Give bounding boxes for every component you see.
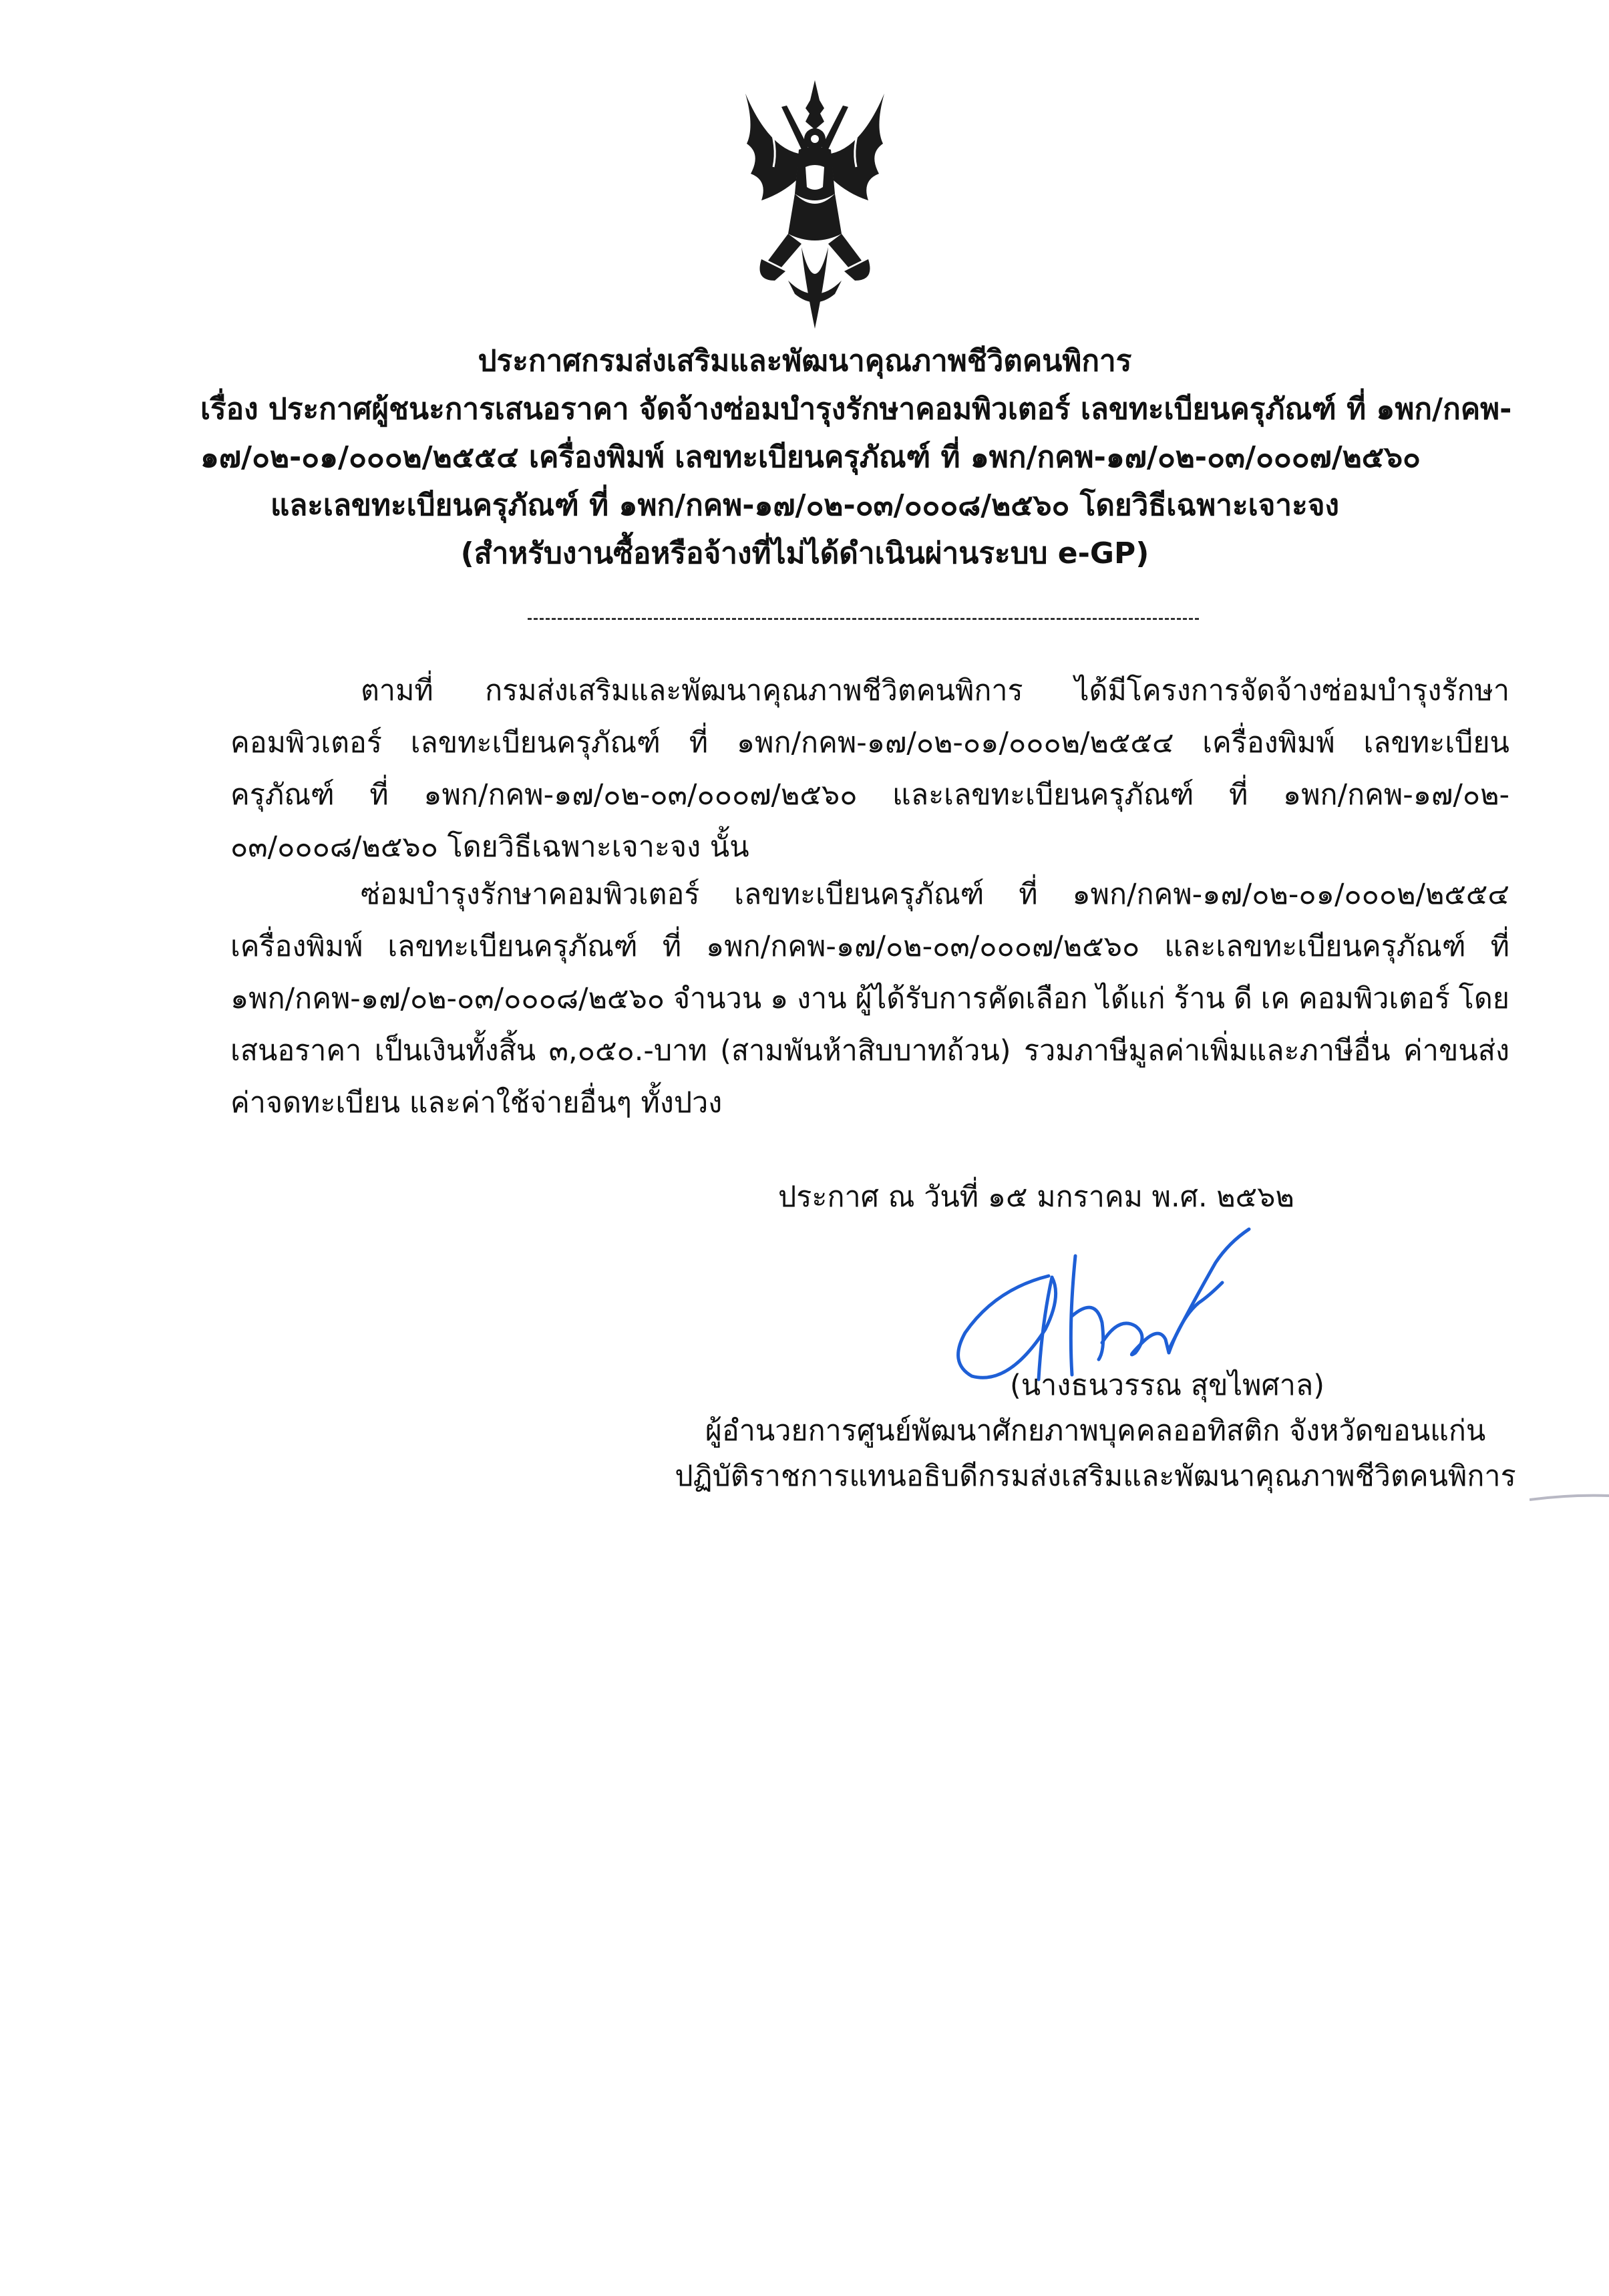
subject-line: ๑๗/๐๒-๐๑/๐๐๐๒/๒๕๕๔ เครื่องพิมพ์ เลขทะเบียนครุภัณฑ์ ที่ ๑พก/กคพ-๑๗/๐๒-๐๓/๐๐๐๗/๒๕๖๐ xyxy=(200,440,1421,474)
paragraph-word: ๑พก/กคพ-๑๗/๐๒-๐๑/๐๐๐๒/๒๕๕๔ xyxy=(1072,878,1509,911)
paragraph-word: ๑ xyxy=(769,982,789,1015)
announcement-date: ประกาศ ณ วันที่ ๑๕ มกราคม พ.ศ. ๒๕๖๒ xyxy=(778,1180,1294,1214)
document-heading xyxy=(200,337,1512,578)
paragraph-word: และเลขทะเบียนครุภัณฑ์ xyxy=(1164,930,1466,963)
signer-block xyxy=(661,1363,1530,1499)
paragraph-word: โดย xyxy=(1458,982,1509,1015)
paragraph-word: ๑พก/กคพ-๑๗/๐๒-๐๓/๐๐๐๘/๒๕๖๐ xyxy=(230,982,665,1015)
paragraph-line xyxy=(230,1025,1509,1077)
paragraph-word: ผู้ได้รับการคัดเลือก xyxy=(855,982,1088,1015)
paragraph-word: ดี xyxy=(1233,982,1252,1015)
paragraph-word: ที่ xyxy=(1229,778,1248,812)
paragraph-word: ที่ xyxy=(689,726,709,760)
paragraph-line xyxy=(230,769,1509,821)
paragraph-word: ซ่อมบำรุงรักษาคอมพิวเตอร์ xyxy=(361,878,700,911)
paragraph-word: ค่าขนส่ง xyxy=(1403,1034,1509,1068)
paragraph-word: ๑พก/กคพ-๑๗/๐๒-๐๑/๐๐๐๒/๒๕๕๔ xyxy=(736,726,1174,760)
paragraph-word: ร้าน xyxy=(1174,982,1226,1015)
paragraph-word: งาน xyxy=(797,982,847,1015)
paragraph-word: รวมภาษีมูลค่าเพิ่มและภาษีอื่น xyxy=(1023,1034,1391,1068)
paragraph-word: กรมส่งเสริมและพัฒนาคุณภาพชีวิตคนพิการ xyxy=(485,674,1023,707)
paragraph-line: ค่าจดทะเบียน และค่าใช้จ่ายอื่นๆ ทั้งปวง xyxy=(230,1086,723,1120)
paragraph-line: ๐๓/๐๐๐๘/๒๕๖๐ โดยวิธีเฉพาะเจาะจง นั้น xyxy=(230,830,749,864)
paragraph-line xyxy=(230,665,1509,717)
subject-line: และเลขทะเบียนครุภัณฑ์ ที่ ๑พก/กคพ-๑๗/๐๒-๐๓/๐๐๐๘/๒๕๖๐ โดยวิธีเฉพาะเจาะจง xyxy=(270,488,1340,522)
body-paragraph-2 xyxy=(230,868,1509,1129)
paragraph-word: เค xyxy=(1260,982,1290,1015)
paragraph-word: ได้แก่ xyxy=(1096,982,1166,1015)
paragraph-word: ครุภัณฑ์ xyxy=(230,778,335,812)
paragraph-word: คอมพิวเตอร์ xyxy=(230,726,382,760)
paragraph-word: (สามพันห้าสิบบาทถ้วน) xyxy=(720,1034,1011,1068)
paragraph-word: เลขทะเบียนครุภัณฑ์ xyxy=(734,878,985,911)
paragraph-word: ๑พก/กคพ-๑๗/๐๒-๐๓/๐๐๐๗/๒๕๖๐ xyxy=(706,930,1140,963)
signer-position: ผู้อำนวยการศูนย์พัฒนาศักยภาพบุคคลออทิสติก จังหวัดขอนแก่น xyxy=(705,1414,1486,1448)
paragraph-line xyxy=(230,921,1509,973)
paragraph-word: ๑พก/กคพ-๑๗/๐๒- xyxy=(1282,778,1509,812)
paragraph-word: ได้มีโครงการจัดจ้างซ่อมบำรุงรักษา xyxy=(1074,674,1509,707)
paragraph-line xyxy=(230,973,1509,1025)
garuda-emblem xyxy=(741,80,888,334)
paragraph-word: เสนอราคา xyxy=(230,1034,362,1068)
paragraph-word: เครื่องพิมพ์ xyxy=(1202,726,1335,760)
paragraph-line xyxy=(230,868,1509,921)
paragraph-word: คอมพิวเตอร์ xyxy=(1298,982,1450,1015)
subject-line: เรื่อง ประกาศผู้ชนะการเสนอราคา จัดจ้างซ่อมบำรุงรักษาคอมพิวเตอร์ เลขทะเบียนครุภัณฑ์ ที่ ๑พก/กคพ- xyxy=(200,392,1512,426)
paragraph-word: ๑พก/กคพ-๑๗/๐๒-๐๓/๐๐๐๗/๒๕๖๐ xyxy=(423,778,858,812)
paragraph-word: ที่ xyxy=(1490,930,1509,963)
paragraph-word: ที่ xyxy=(662,930,682,963)
paragraph-word: เลขทะเบียนครุภัณฑ์ xyxy=(410,726,661,760)
paragraph-word: จำนวน xyxy=(673,982,762,1015)
subject-note: (สำหรับงานซื้อหรือจ้างที่ไม่ได้ดำเนินผ่านระบบ e-GP) xyxy=(460,536,1149,570)
paragraph-word: เป็นเงินทั้งสิ้น xyxy=(374,1034,536,1068)
announcement-title: ประกาศกรมส่งเสริมและพัฒนาคุณภาพชีวิตคนพิการ xyxy=(478,344,1132,378)
body-paragraph-1 xyxy=(230,665,1509,873)
paragraph-word: เลขทะเบียน xyxy=(1363,726,1509,760)
paragraph-word: ที่ xyxy=(369,778,389,812)
paragraph-word: ที่ xyxy=(1019,878,1038,911)
signer-acting-position: ปฏิบัติราชการแทนอธิบดีกรมส่งเสริมและพัฒนาคุณภาพชีวิตคนพิการ xyxy=(675,1460,1516,1493)
signer-name: (นางธนวรรณ สุขไพศาล) xyxy=(1009,1369,1325,1402)
paragraph-line xyxy=(230,717,1509,769)
paragraph-word: เครื่องพิมพ์ xyxy=(230,930,363,963)
scan-artifact-mark xyxy=(1530,1493,1609,1502)
paragraph-word: ตามที่ xyxy=(361,674,433,707)
paragraph-word: และเลขทะเบียนครุภัณฑ์ xyxy=(892,778,1194,812)
paragraph-word: ๓,๐๕๐.-บาท xyxy=(548,1034,707,1068)
heading-divider xyxy=(528,618,1199,620)
paragraph-word: เลขทะเบียนครุภัณฑ์ xyxy=(387,930,638,963)
